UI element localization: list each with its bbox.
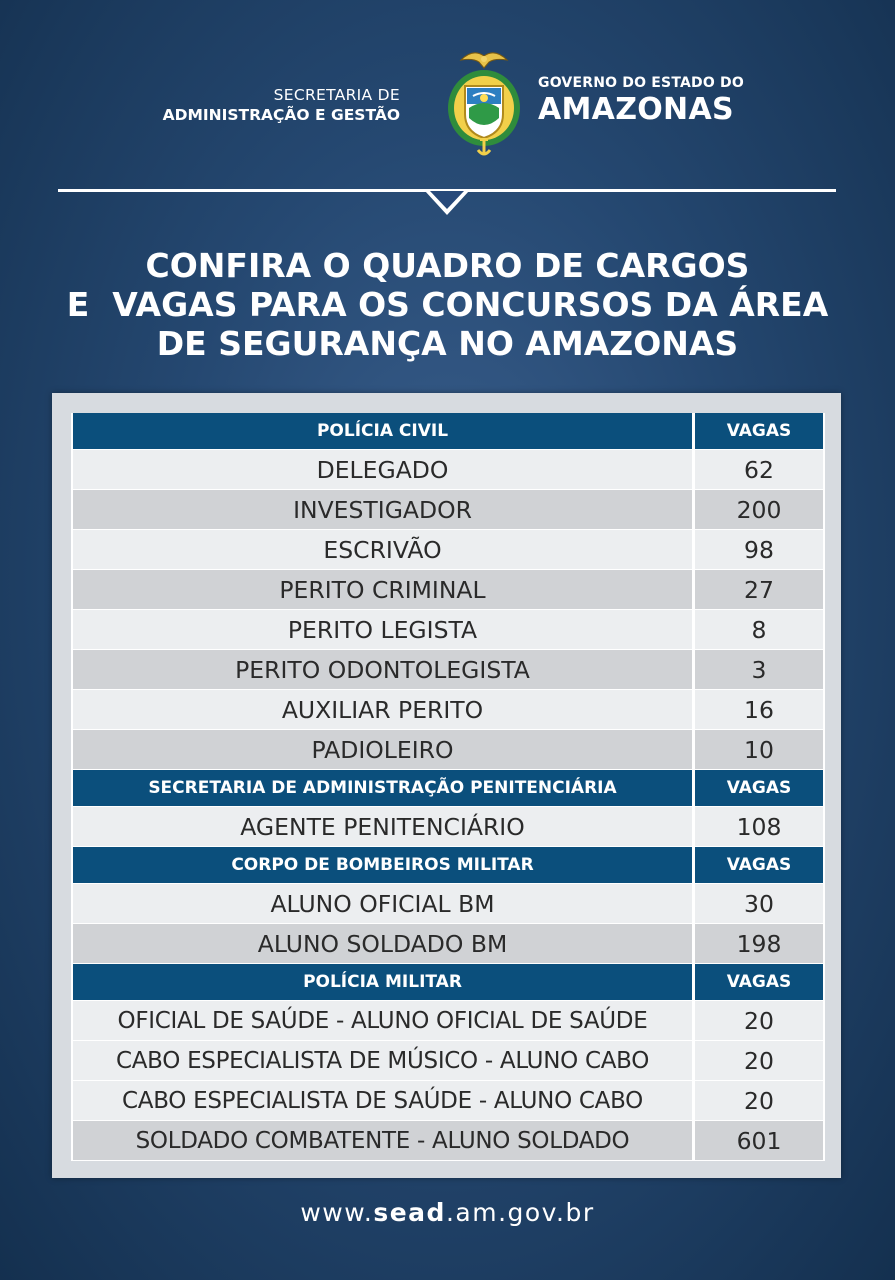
section-header <box>71 964 825 1001</box>
section-title: POLÍCIA MILITAR <box>71 964 695 1000</box>
cargo-cell: ESCRIVÃO <box>71 530 695 569</box>
cargo-cell: AUXILIAR PERITO <box>71 690 695 729</box>
cargo-cell: OFICIAL DE SAÚDE - ALUNO OFICIAL DE SAÚDE <box>71 1001 695 1040</box>
table-row <box>71 530 825 570</box>
vagas-cell: 98 <box>695 530 825 569</box>
vagas-header: VAGAS <box>695 964 825 1000</box>
cargo-cell: ALUNO SOLDADO BM <box>71 924 695 963</box>
vagas-cell: 62 <box>695 450 825 489</box>
governo-line2: AMAZONAS <box>538 92 734 127</box>
vagas-cell: 198 <box>695 924 825 963</box>
table-row <box>71 1121 825 1161</box>
page-title <box>0 246 895 363</box>
vagas-header: VAGAS <box>695 413 825 449</box>
vagas-cell: 601 <box>695 1121 825 1160</box>
section-header <box>71 413 825 450</box>
title-line2: E VAGAS PARA OS CONCURSOS DA ÁREA <box>66 285 829 324</box>
amazonas-coat-of-arms-icon <box>443 46 525 161</box>
cargo-cell: AGENTE PENITENCIÁRIO <box>71 807 695 846</box>
section-title: CORPO DE BOMBEIROS MILITAR <box>71 847 695 883</box>
cargo-cell: PERITO ODONTOLEGISTA <box>71 650 695 689</box>
table-row <box>71 650 825 690</box>
website-url[interactable] <box>0 1198 895 1227</box>
url-suffix: .am.gov.br <box>445 1198 595 1227</box>
table-row <box>71 450 825 490</box>
table-row <box>71 1001 825 1041</box>
cargo-cell: CABO ESPECIALISTA DE SAÚDE - ALUNO CABO <box>71 1081 695 1120</box>
cargo-cell: PADIOLEIRO <box>71 730 695 769</box>
cargo-cell: CABO ESPECIALISTA DE MÚSICO - ALUNO CABO <box>71 1041 695 1080</box>
vagas-cell: 108 <box>695 807 825 846</box>
cargo-cell: INVESTIGADOR <box>71 490 695 529</box>
url-bold: sead <box>373 1198 446 1227</box>
vagas-header: VAGAS <box>695 847 825 883</box>
vacancies-panel <box>52 393 841 1178</box>
url-prefix: www. <box>300 1198 374 1227</box>
vagas-cell: 20 <box>695 1041 825 1080</box>
vagas-header: VAGAS <box>695 770 825 806</box>
divider-notch-inner <box>430 191 464 209</box>
section-title: SECRETARIA DE ADMINISTRAÇÃO PENITENCIÁRIA <box>71 770 695 806</box>
cargo-cell: PERITO LEGISTA <box>71 610 695 649</box>
secretaria-line2: ADMINISTRAÇÃO E GESTÃO <box>162 106 400 124</box>
header <box>0 40 895 170</box>
table-row <box>71 570 825 610</box>
governo-line1: GOVERNO DO ESTADO DO <box>538 75 744 91</box>
cargo-cell: PERITO CRIMINAL <box>71 570 695 609</box>
title-line3: DE SEGURANÇA NO AMAZONAS <box>156 324 739 363</box>
secretaria-line1: SECRETARIA DE <box>273 86 400 104</box>
vagas-cell: 8 <box>695 610 825 649</box>
vagas-cell: 10 <box>695 730 825 769</box>
cargo-cell: DELEGADO <box>71 450 695 489</box>
vagas-cell: 16 <box>695 690 825 729</box>
vagas-cell: 20 <box>695 1001 825 1040</box>
table-row <box>71 1041 825 1081</box>
vagas-cell: 3 <box>695 650 825 689</box>
table-row <box>71 924 825 964</box>
governo-logo-text <box>538 74 744 128</box>
title-line1: CONFIRA O QUADRO DE CARGOS <box>145 246 750 285</box>
table-row <box>71 1081 825 1121</box>
vagas-cell: 200 <box>695 490 825 529</box>
table-row <box>71 807 825 847</box>
secretaria-logo-text <box>163 85 400 125</box>
vacancies-table <box>71 413 825 1161</box>
cargo-cell: SOLDADO COMBATENTE - ALUNO SOLDADO <box>71 1121 695 1160</box>
table-row <box>71 884 825 924</box>
table-row <box>71 690 825 730</box>
section-header <box>71 847 825 884</box>
section-header <box>71 770 825 807</box>
vagas-cell: 27 <box>695 570 825 609</box>
table-row <box>71 490 825 530</box>
cargo-cell: ALUNO OFICIAL BM <box>71 884 695 923</box>
vagas-cell: 30 <box>695 884 825 923</box>
vagas-cell: 20 <box>695 1081 825 1120</box>
table-row <box>71 730 825 770</box>
section-title: POLÍCIA CIVIL <box>71 413 695 449</box>
table-row <box>71 610 825 650</box>
